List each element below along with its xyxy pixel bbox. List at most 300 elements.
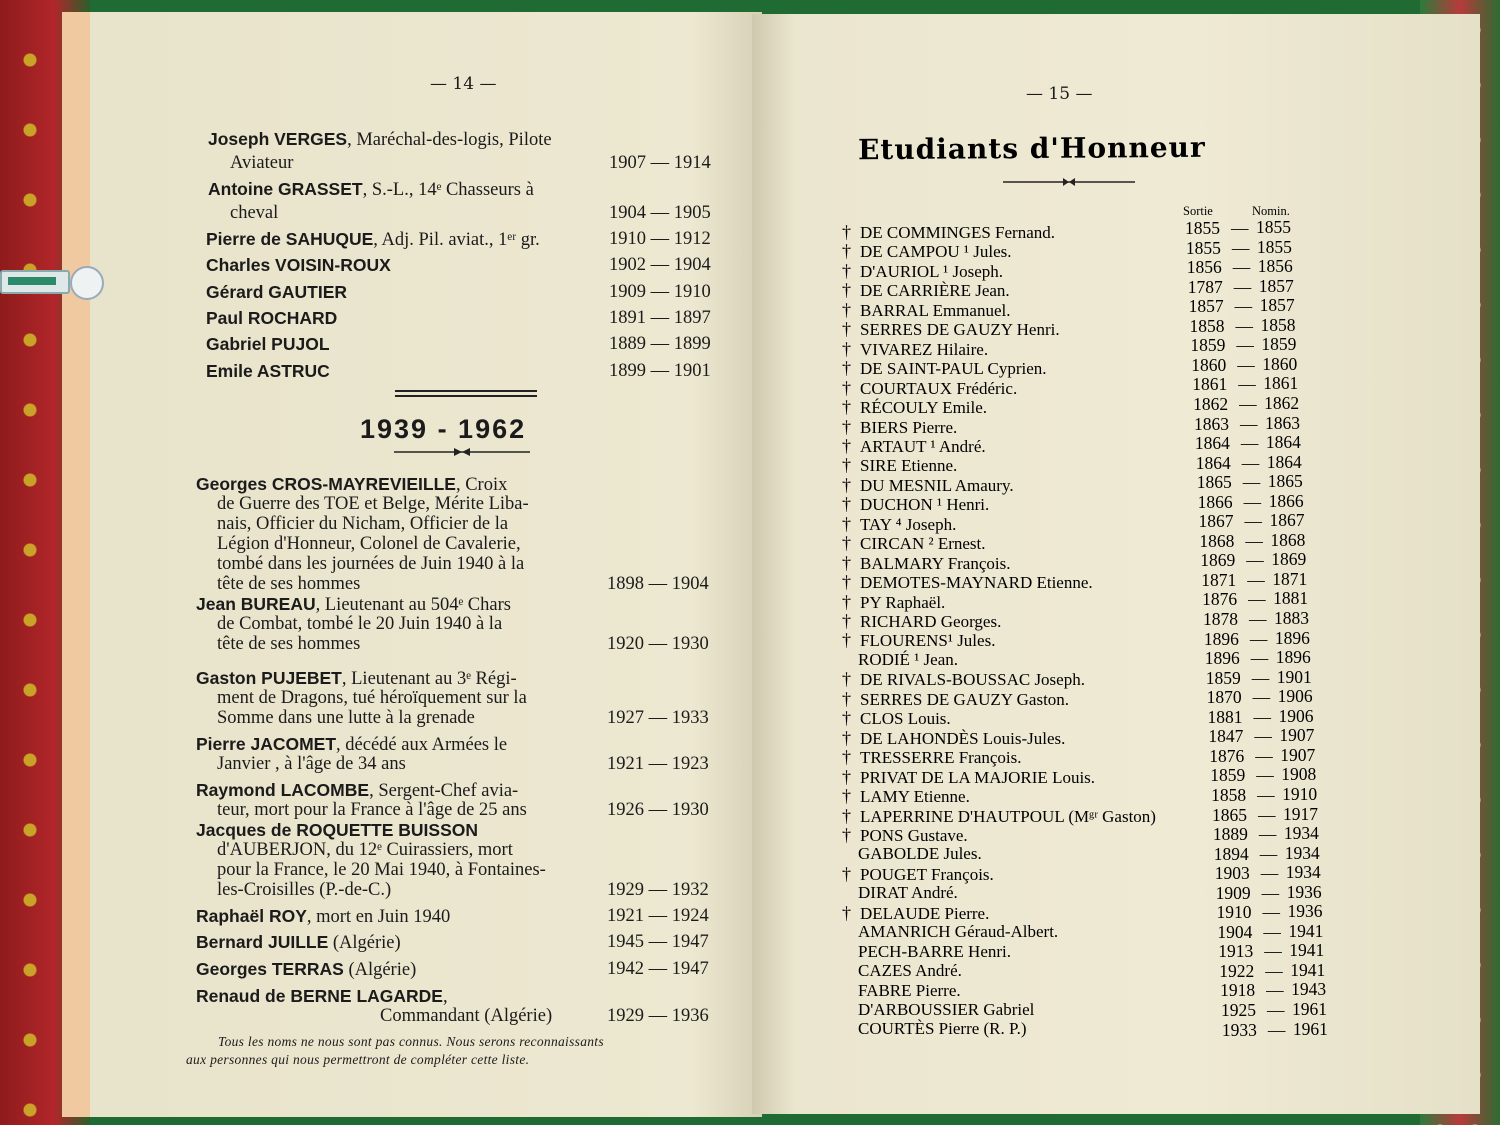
honoree-dash: —	[1249, 628, 1268, 649]
honoree-row	[842, 222, 1055, 243]
honoree-sortie: 1864	[1195, 452, 1231, 473]
entry-name: Paul ROCHARD	[206, 308, 338, 328]
cross-icon: †	[842, 863, 851, 884]
honoree-name: DE LAHONDÈS Louis-Jules.	[860, 728, 1066, 748]
entry-name-line	[196, 668, 517, 690]
honoree-row	[842, 241, 1012, 262]
cross-icon: †	[842, 513, 851, 534]
honoree-dash: —	[1231, 237, 1250, 258]
honoree-row	[842, 417, 957, 438]
entry-desc: , Lieutenant au 504ᵉ Chars	[315, 595, 511, 615]
cross-icon: †	[842, 727, 851, 748]
honoree-sortie: 1904	[1217, 921, 1253, 942]
honoree-row	[842, 339, 988, 360]
honoree-row	[842, 475, 1014, 496]
cross-icon: †	[842, 708, 851, 729]
honoree-row	[842, 553, 1011, 574]
cross-icon: †	[842, 533, 851, 554]
honoree-name: COURTÈS Pierre (R. P.)	[858, 1019, 1027, 1039]
cross-icon: †	[842, 572, 851, 593]
entry-continuation: ment de Dragons, tué héroïquement sur la	[217, 688, 527, 708]
entry-name: Pierre de SAHUQUE	[206, 229, 374, 249]
honoree-dash: —	[1258, 824, 1277, 845]
cross-icon: †	[842, 338, 851, 359]
honoree-name: SERRES DE GAUZY Henri.	[860, 320, 1060, 340]
honoree-nomin: 1855	[1256, 217, 1291, 237]
honoree-name: DELAUDE Pierre.	[860, 903, 990, 923]
entry-name: Georges TERRAS	[196, 959, 344, 979]
entry-name: Georges CROS-MAYREVIEILLE	[196, 474, 456, 494]
honoree-nomin: 1864	[1266, 451, 1302, 472]
honoree-sortie: 1862	[1193, 393, 1229, 414]
honoree-row	[842, 611, 1001, 632]
honoree-row	[842, 397, 987, 418]
honoree-sortie: 1861	[1192, 374, 1228, 395]
honoree-row	[858, 942, 1011, 962]
entry-name-line	[196, 959, 416, 981]
honoree-sortie: 1876	[1202, 589, 1238, 610]
entry-continuation: Légion d'Honneur, Colonel de Cavalerie,	[217, 534, 521, 554]
honoree-dash: —	[1231, 218, 1249, 238]
entry-continuation	[230, 153, 293, 174]
honoree-name: PRIVAT DE LA MAJORIE Louis.	[860, 767, 1096, 787]
cross-icon: †	[842, 241, 851, 262]
cross-icon: †	[842, 397, 851, 418]
honoree-dash: —	[1246, 550, 1264, 571]
honoree-nomin: 1941	[1290, 959, 1326, 980]
honoree-dash: —	[1267, 1019, 1286, 1040]
entry-name: Antoine GRASSET	[208, 179, 363, 199]
honoree-dash: —	[1255, 745, 1273, 766]
entry-continuation: Janvier , à l'âge de 34 ans	[217, 754, 406, 774]
honoree-dash: —	[1234, 296, 1253, 317]
left-page	[62, 12, 762, 1117]
honoree-sortie: 1865	[1196, 472, 1232, 493]
honoree-name: RÉCOULY Emile.	[860, 398, 988, 418]
honoree-name: ARTAUT ¹ André.	[860, 436, 986, 456]
honoree-nomin: 1934	[1283, 823, 1319, 844]
honoree-nomin: 1961	[1292, 1018, 1328, 1039]
entry-name: Gérard GAUTIER	[206, 282, 347, 302]
honoree-dash: —	[1258, 804, 1276, 825]
honoree-sortie: 1903	[1214, 863, 1250, 884]
cross-icon: †	[842, 358, 851, 379]
honoree-dash: —	[1233, 276, 1252, 297]
entry-dates: 1929 — 1932	[607, 880, 709, 900]
column-nomin-label: Nomin.	[1252, 204, 1290, 218]
honoree-dash: —	[1244, 511, 1262, 532]
honoree-nomin: 1908	[1281, 764, 1317, 785]
honoree-sortie: 1863	[1194, 413, 1229, 434]
entry-continuation: Somme dans une lutte à la grenade	[217, 708, 475, 728]
entry-name: Jacques de ROQUETTE BUISSON	[196, 820, 479, 840]
entry-dates: 1920 — 1930	[607, 634, 709, 654]
honoree-row	[842, 903, 989, 924]
entry-dates: 1891 — 1897	[609, 308, 711, 328]
honoree-nomin: 1943	[1291, 979, 1327, 1000]
honoree-row	[842, 669, 1085, 690]
honoree-name: TRESSERRE François.	[860, 748, 1022, 768]
entry-dates: 1889 — 1899	[609, 334, 711, 354]
honoree-dash: —	[1256, 765, 1274, 786]
honoree-nomin: 1860	[1262, 353, 1298, 374]
entry-desc-2: Aviateur	[230, 153, 294, 173]
honoree-row	[842, 572, 1093, 593]
honoree-nomin: 1863	[1265, 412, 1300, 433]
honoree-nomin: 1917	[1283, 803, 1318, 824]
honoree-dash: —	[1249, 609, 1267, 629]
cross-icon: †	[842, 280, 851, 301]
entry-desc: , Sergent-Chef avia-	[369, 781, 519, 801]
honoree-nomin: 1871	[1272, 568, 1308, 589]
entry-continuation: Commandant (Algérie)	[380, 1006, 553, 1026]
entry-dates: 1945 — 1947	[607, 932, 709, 952]
honoree-name: CAZES André.	[858, 961, 962, 981]
honoree-sortie: 1855	[1185, 218, 1220, 238]
honoree-sortie: 1910	[1216, 902, 1252, 923]
entry-name: Emile ASTRUC	[206, 361, 330, 381]
entry-continuation: tête de ses hommes	[217, 574, 361, 594]
honoree-nomin: 1941	[1289, 940, 1325, 961]
entry-continuation: d'AUBERJON, du 12ᵉ Cuirassiers, mort	[217, 840, 513, 860]
honoree-name: DE COMMINGES Fernand.	[860, 223, 1056, 242]
entry-name-line	[196, 820, 478, 842]
entry-name-line	[196, 986, 448, 1008]
entry-name: Renaud de BERNE LAGARDE	[196, 986, 443, 1006]
honoree-name: DE SAINT-PAUL Cyprien.	[860, 359, 1047, 379]
honoree-row	[842, 689, 1069, 710]
entry-name: Raphaël ROY	[196, 906, 307, 926]
honoree-row	[842, 280, 1010, 301]
footnote-line-2: aux personnes qui nous permettront de compléter cette liste.	[186, 1052, 530, 1067]
honoree-sortie: 1881	[1207, 706, 1243, 727]
honoree-dash: —	[1232, 257, 1251, 278]
honoree-row	[842, 436, 986, 457]
honoree-sortie: 1857	[1188, 296, 1224, 317]
cross-icon: †	[842, 766, 851, 787]
cross-icon: †	[842, 669, 851, 690]
honoree-dash: —	[1260, 863, 1279, 884]
honoree-name: DEMOTES-MAYNARD Etienne.	[860, 573, 1093, 593]
honoree-row	[842, 358, 1047, 379]
entry-name-line	[206, 361, 330, 383]
honoree-sortie: 1868	[1199, 530, 1235, 551]
honoree-nomin: 1883	[1274, 608, 1309, 628]
entry-dates: 1898 — 1904	[607, 574, 709, 594]
cross-icon: †	[842, 455, 851, 476]
honoree-name: DIRAT André.	[858, 883, 958, 903]
honoree-dash: —	[1252, 687, 1271, 708]
honoree-name: SIRE Etienne.	[860, 456, 958, 476]
entry-desc: , Maréchal-des-logis, Pilote	[347, 130, 552, 150]
entry-dates: 1942 — 1947	[607, 959, 709, 979]
honoree-nomin: 1867	[1269, 510, 1305, 531]
honoree-dash: —	[1240, 413, 1258, 434]
honoree-dash: —	[1257, 784, 1275, 805]
honoree-sortie: 1894	[1213, 843, 1249, 864]
honoree-dash: —	[1236, 335, 1254, 356]
entry-dates: 1921 — 1923	[607, 754, 709, 774]
cross-icon: †	[842, 222, 851, 242]
honoree-name: DE RIVALS-BOUSSAC Joseph.	[860, 670, 1085, 690]
honoree-dash: —	[1262, 902, 1280, 923]
honoree-nomin: 1896	[1275, 647, 1311, 668]
honoree-sortie: 1933	[1221, 1019, 1257, 1040]
entry-desc-2: cheval	[230, 203, 279, 223]
honoree-nomin: 1869	[1271, 549, 1307, 570]
honoree-row	[842, 319, 1060, 340]
honoree-sortie: 1925	[1221, 1000, 1256, 1020]
honoree-sortie: 1860	[1191, 354, 1227, 375]
honoree-row	[842, 533, 986, 554]
entry-name-line	[208, 179, 534, 201]
honoree-sortie: 1855	[1185, 237, 1221, 258]
honoree-nomin: 1861	[1263, 373, 1299, 394]
honoree-sortie: 1869	[1200, 550, 1236, 571]
page-number: — 14 —	[430, 74, 497, 94]
honoree-row	[842, 300, 1010, 321]
honoree-dash: —	[1265, 960, 1283, 981]
honoree-nomin: 1934	[1284, 842, 1320, 863]
honoree-nomin: 1865	[1267, 471, 1303, 492]
section-rule	[395, 390, 537, 397]
honoree-name: RODIÉ ¹ Jean.	[858, 649, 958, 669]
honoree-name: LAMY Etienne.	[860, 787, 970, 807]
honoree-dash: —	[1238, 374, 1256, 395]
honoree-dash: —	[1248, 589, 1266, 610]
cross-icon: †	[842, 435, 851, 456]
honoree-sortie: 1878	[1203, 609, 1238, 629]
honoree-sortie: 1859	[1210, 765, 1246, 786]
honoree-nomin: 1936	[1286, 881, 1322, 902]
honoree-name: D'AURIOL ¹ Joseph.	[860, 261, 1004, 281]
entry-name-line	[206, 308, 337, 330]
honoree-nomin: 1906	[1278, 705, 1314, 726]
entry-name-line	[206, 229, 540, 251]
entry-name: Raymond LACOMBE	[196, 780, 370, 800]
honoree-dash: —	[1259, 843, 1278, 864]
honoree-name: VIVAREZ Hilaire.	[860, 339, 989, 359]
honoree-dash: —	[1251, 667, 1270, 688]
honoree-nomin: 1856	[1257, 256, 1293, 277]
honoree-name: DE CAMPOU ¹ Jules.	[860, 242, 1012, 262]
honoree-row	[858, 1000, 1034, 1020]
honoree-sortie: 1913	[1218, 941, 1254, 962]
honoree-sortie: 1859	[1205, 667, 1241, 688]
entry-continuation: teur, mort pour la France à l'âge de 25 ans	[217, 800, 527, 820]
honoree-name: BARRAL Emmanuel.	[860, 300, 1011, 320]
honoree-row	[842, 786, 970, 807]
entry-name-line	[196, 780, 518, 802]
entry-dates: 1902 — 1904	[609, 255, 711, 275]
cross-icon: †	[842, 299, 851, 320]
honoree-sortie: 1867	[1198, 511, 1234, 532]
cross-icon: †	[842, 474, 851, 495]
footnote-line-1: Tous les noms ne nous sont pas connus. Nous serons reconnaissants	[218, 1034, 604, 1049]
entry-desc: , Croix	[455, 475, 508, 495]
honoree-row	[858, 961, 962, 981]
entry-name: Pierre JACOMET	[196, 734, 337, 754]
honoree-row	[842, 494, 989, 515]
honoree-nomin: 1857	[1258, 275, 1294, 296]
honoree-name: GABOLDE Jules.	[858, 844, 982, 864]
cross-icon: †	[842, 824, 851, 845]
entry-desc: , Adj. Pil. aviat., 1ᵉʳ gr.	[373, 230, 540, 250]
cross-icon: †	[842, 591, 851, 612]
honoree-sortie: 1859	[1190, 335, 1226, 356]
ornament-arrow	[392, 446, 532, 458]
honoree-sortie: 1864	[1194, 433, 1230, 454]
honoree-dash: —	[1250, 648, 1269, 669]
honoree-sortie: 1858	[1211, 784, 1247, 805]
entry-continuation: nais, Officier du Nicham, Officier de la	[217, 514, 509, 534]
section-title: 1939 - 1962	[360, 414, 527, 444]
entry-desc: , décédé aux Armées le	[336, 735, 508, 755]
honoree-name: LAPERRINE D'HAUTPOUL (Mᵍʳ Gaston)	[860, 806, 1156, 826]
entry-continuation: de Guerre des TOE et Belge, Mérite Liba-	[217, 494, 529, 514]
entry-name-line	[196, 906, 450, 928]
honoree-name: FLOURENS¹ Jules.	[860, 631, 996, 651]
cross-icon: †	[842, 494, 851, 515]
entry-name: Gabriel PUJOL	[206, 334, 330, 354]
cross-icon: †	[842, 260, 851, 281]
cross-icon: †	[842, 416, 851, 437]
entry-continuation	[230, 203, 278, 224]
honoree-sortie: 1896	[1204, 648, 1240, 669]
honoree-name: CLOS Louis.	[860, 709, 951, 729]
honoree-nomin: 1910	[1282, 783, 1318, 804]
honoree-name: PECH-BARRE Henri.	[858, 941, 1011, 961]
heading-ornament	[1003, 178, 1135, 186]
honoree-sortie: 1876	[1209, 745, 1245, 766]
honoree-row	[842, 767, 1095, 788]
entry-dates: 1910 — 1912	[609, 229, 711, 249]
bookmark-knob	[70, 266, 104, 300]
honoree-name: RICHARD Georges.	[860, 612, 1002, 631]
honoree-nomin: 1859	[1261, 334, 1297, 355]
honoree-sortie: 1866	[1197, 491, 1233, 512]
entry-dates: 1909 — 1910	[609, 282, 711, 302]
entry-continuation: tombé dans les journées de Juin 1940 à la	[217, 554, 525, 574]
entry-name: Charles VOISIN-ROUX	[206, 255, 391, 275]
honoree-name: FABRE Pierre.	[858, 980, 961, 1000]
entry-continuation: de Combat, tombé le 20 Juin 1940 à la	[217, 614, 503, 634]
entry-desc: (Algérie)	[328, 933, 401, 953]
entry-name: Joseph VERGES	[208, 129, 348, 149]
honoree-name: COURTAUX Frédéric.	[860, 378, 1018, 398]
honoree-dash: —	[1266, 980, 1284, 1001]
entry-dates: 1907 — 1914	[609, 153, 711, 173]
entry-name: Gaston PUJEBET	[196, 668, 342, 688]
cross-icon: †	[842, 786, 851, 807]
honoree-name: POUGET François.	[860, 864, 994, 884]
honoree-name: SERRES DE GAUZY Gaston.	[860, 689, 1070, 709]
honoree-nomin: 1941	[1288, 920, 1324, 941]
honoree-row	[842, 864, 994, 885]
honoree-nomin: 1907	[1279, 725, 1315, 746]
honoree-name: PONS Gustave.	[860, 825, 968, 845]
cross-icon: †	[842, 688, 851, 709]
honoree-row	[858, 1019, 1027, 1039]
honoree-nomin: 1961	[1292, 999, 1327, 1019]
column-sortie-label: Sortie	[1183, 204, 1213, 218]
entry-dates: 1904 — 1905	[609, 203, 711, 223]
honoree-nomin: 1881	[1273, 588, 1309, 609]
honoree-row	[842, 825, 968, 846]
honoree-sortie: 1865	[1212, 804, 1247, 825]
entry-dates: 1927 — 1933	[607, 708, 709, 728]
honoree-nomin: 1901	[1276, 666, 1312, 687]
honoree-sortie: 1787	[1187, 276, 1223, 297]
honoree-row	[858, 981, 961, 1001]
honoree-name: DE CARRIÈRE Jean.	[860, 281, 1010, 301]
honoree-row	[842, 378, 1017, 399]
honor-heading: Etudiants d'Honneur	[857, 130, 1206, 167]
entry-dates: 1926 — 1930	[607, 800, 709, 820]
bookmark-clip	[0, 262, 100, 298]
honoree-name: BIERS Pierre.	[860, 417, 958, 437]
honoree-nomin: 1868	[1270, 529, 1306, 550]
honoree-row	[858, 883, 958, 903]
entry-name-line	[206, 255, 391, 277]
bookmark-bar	[0, 270, 70, 294]
honoree-name: PY Raphaël.	[860, 592, 946, 612]
honoree-name: BALMARY François.	[860, 553, 1011, 573]
entry-desc: , Lieutenant au 3ᵉ Régi-	[341, 669, 517, 689]
honoree-nomin: 1855	[1256, 236, 1292, 257]
cross-icon: †	[842, 902, 851, 923]
honoree-sortie: 1858	[1189, 315, 1225, 336]
honoree-dash: —	[1253, 706, 1271, 727]
entry-dates: 1929 — 1936	[607, 1006, 709, 1026]
honoree-name: TAY ⁴ Joseph.	[860, 514, 957, 534]
honoree-nomin: 1906	[1277, 686, 1313, 707]
entry-continuation: les-Croisilles (P.-de-C.)	[217, 880, 392, 900]
honoree-dash: —	[1237, 354, 1255, 375]
honoree-nomin: 1858	[1260, 314, 1296, 335]
entry-continuation: pour la France, le 20 Mai 1940, à Fontaines-	[217, 860, 546, 880]
entry-dates: 1921 — 1924	[607, 906, 709, 926]
honoree-dash: —	[1235, 315, 1253, 336]
honoree-row	[842, 261, 1003, 282]
honoree-dash: —	[1264, 941, 1282, 962]
honoree-nomin: 1907	[1280, 744, 1316, 765]
entry-name-line	[206, 282, 347, 304]
entry-name-line	[196, 734, 507, 756]
honoree-name: D'ARBOUSSIER Gabriel	[858, 1000, 1035, 1019]
honoree-row	[858, 922, 1058, 942]
honoree-row	[842, 455, 957, 476]
honoree-row	[842, 728, 1065, 749]
honoree-sortie: 1889	[1212, 824, 1248, 845]
entry-name-line	[208, 129, 552, 151]
honoree-dash: —	[1241, 452, 1260, 473]
honoree-nomin: 1866	[1268, 490, 1304, 511]
cross-icon: †	[842, 611, 851, 631]
honoree-dash: —	[1243, 491, 1262, 512]
honoree-sortie: 1871	[1201, 569, 1237, 590]
entry-name-line	[196, 474, 507, 496]
honoree-dash: —	[1267, 1000, 1285, 1020]
honoree-sortie: 1922	[1219, 960, 1255, 981]
honoree-row	[858, 650, 958, 670]
honoree-row	[842, 747, 1022, 768]
honoree-dash: —	[1245, 530, 1263, 551]
honoree-row	[842, 806, 1156, 827]
entry-dates: 1899 — 1901	[609, 361, 711, 381]
honoree-nomin: 1862	[1264, 392, 1300, 413]
honoree-dash: —	[1240, 433, 1259, 454]
